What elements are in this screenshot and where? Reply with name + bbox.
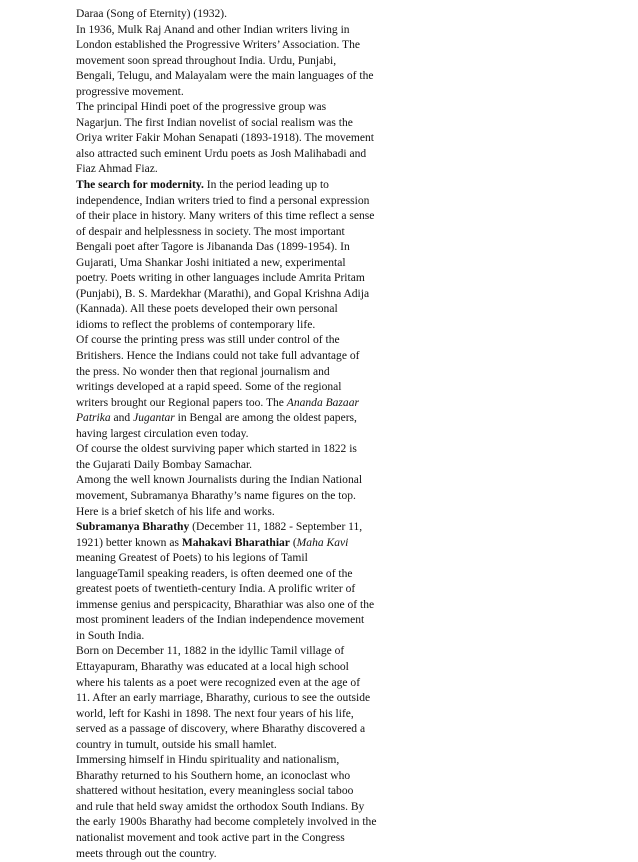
text-run: (December 11, 1882 - September 11, <box>189 521 363 534</box>
text-run: In 1936, Mulk Raj Anand and other Indian writers living in <box>76 23 350 36</box>
text-line <box>76 738 386 754</box>
text-run: the press. No wonder then that regional journalism and <box>76 365 330 378</box>
text-run: (Kannada). All these poets developed their own personal <box>76 303 338 316</box>
text-line <box>76 613 386 629</box>
text-run: most prominent leaders of the Indian independence movement <box>76 614 365 627</box>
text-run: Oriya writer Fakir Mohan Senapati (1893-1918). The movement <box>76 132 375 145</box>
text-run: movement, Subramanya Bharathy’s name figures on the top. <box>76 489 356 502</box>
text-line <box>76 567 386 583</box>
text-line <box>76 116 386 132</box>
text-run: in Bengal are among the oldest papers, <box>174 412 357 425</box>
bold-text: The search for modernity. <box>76 179 204 192</box>
text-line <box>76 162 386 178</box>
text-line <box>76 800 386 816</box>
text-line <box>76 442 386 458</box>
text-run: meets through out the country. <box>76 847 217 860</box>
text-line <box>76 676 386 692</box>
text-run: country in tumult, outside his small hamlet. <box>76 738 277 751</box>
text-run: and <box>110 412 134 425</box>
text-run: Of course the printing press was still under control of the <box>76 334 340 347</box>
text-run: The principal Hindi poet of the progressive group was <box>76 101 327 114</box>
text-line <box>76 131 386 147</box>
text-line <box>76 784 386 800</box>
text-line <box>76 38 386 54</box>
text-run: 1921) better known as <box>76 536 182 549</box>
text-run: nationalist movement and took active part in the Congress <box>76 831 345 844</box>
text-line <box>76 722 386 738</box>
text-run: Bharathy returned to his Southern home, an iconoclast who <box>76 769 351 782</box>
text-run: Here is a brief sketch of his life and works. <box>76 505 275 518</box>
text-line <box>76 240 386 256</box>
text-run: of their place in history. Many writers of this time reflect a sense <box>76 210 375 223</box>
text-line <box>76 302 386 318</box>
text-run: 11. After an early marriage, Bharathy, curious to see the outside <box>76 692 371 705</box>
text-run: Britishers. Hence the Indians could not take full advantage of <box>76 350 360 363</box>
text-run: the Gujarati Daily Bombay Samachar. <box>76 458 253 471</box>
text-line <box>76 536 386 552</box>
text-line <box>76 271 386 287</box>
text-run: in South India. <box>76 629 145 642</box>
text-run: shattered without hesitation, every meaningless social taboo <box>76 785 354 798</box>
text-line <box>76 333 386 349</box>
bold-text: Mahakavi Bharathiar <box>181 536 290 549</box>
text-line <box>76 582 386 598</box>
text-line <box>76 194 386 210</box>
text-line <box>76 209 386 225</box>
text-run: writers brought our Regional papers too. The <box>76 396 287 409</box>
italic-text: Ananda Bazaar <box>286 396 359 409</box>
text-line <box>76 349 386 365</box>
text-run: London established the Progressive Writers’ Association. The <box>76 39 360 52</box>
text-run: world, left for Kashi in 1898. The next four years of his life, <box>76 707 354 720</box>
text-line <box>76 769 386 785</box>
text-run: Born on December 11, 1882 in the idyllic Tamil village of <box>76 645 345 658</box>
text-run: writings developed at a rapid speed. Some of the regional <box>76 381 342 394</box>
text-line <box>76 318 386 334</box>
text-run: idioms to reflect the problems of contemporary life. <box>76 318 316 331</box>
text-run: Gujarati, Uma Shankar Joshi initiated a new, experimental <box>76 256 346 269</box>
text-line <box>76 147 386 163</box>
text-run: progressive movement. <box>76 85 184 98</box>
text-run: Bengali poet after Tagore is Jibananda Das (1899-1954). In <box>76 241 350 254</box>
text-run: Ettayapuram, Bharathy was educated at a local high school <box>76 660 349 673</box>
text-line <box>76 380 386 396</box>
text-line <box>76 847 386 862</box>
text-line <box>76 815 386 831</box>
text-run: also attracted such eminent Urdu poets as Josh Malihabadi and <box>76 147 367 160</box>
text-run: languageTamil speaking readers, is often deemed one of the <box>76 567 353 580</box>
text-run: Among the well known Journalists during the Indian National <box>76 474 363 487</box>
text-run: poetry. Poets writing in other languages include Amrita Pritam <box>76 272 365 285</box>
text-run: greatest poets of twentieth-century India. A prolific writer of <box>76 583 356 596</box>
text-line <box>76 551 386 567</box>
text-line <box>76 427 386 443</box>
text-line <box>76 505 386 521</box>
text-run: of despair and helplessness in society. The most important <box>76 225 345 238</box>
text-line <box>76 489 386 505</box>
text-run: Fiaz Ahmad Fiaz. <box>76 163 158 176</box>
text-line <box>76 629 386 645</box>
document-page <box>76 7 386 862</box>
text-run: Bengali, Telugu, and Malayalam were the main languages of the <box>76 70 374 83</box>
text-line <box>76 520 386 536</box>
text-run: Immersing himself in Hindu spirituality and nationalism, <box>76 754 340 767</box>
text-line <box>76 473 386 489</box>
text-line <box>76 396 386 412</box>
text-line <box>76 225 386 241</box>
text-line <box>76 644 386 660</box>
text-run: served as a passage of discovery, where Bharathy discovered a <box>76 723 366 736</box>
text-run: the early 1900s Bharathy had become completely involved in the <box>76 816 377 829</box>
text-line <box>76 365 386 381</box>
text-line <box>76 85 386 101</box>
text-run: having largest circulation even today. <box>76 427 249 440</box>
text-run: (Punjabi), B. S. Mardekhar (Marathi), and Gopal Krishna Adija <box>76 287 370 300</box>
text-line <box>76 707 386 723</box>
italic-text: Maha Kavi <box>296 536 349 549</box>
text-line <box>76 54 386 70</box>
text-line <box>76 100 386 116</box>
italic-text: Patrika <box>76 412 111 425</box>
text-run: meaning Greatest of Poets) to his legions of Tamil <box>76 552 308 565</box>
text-line <box>76 69 386 85</box>
text-line <box>76 7 386 23</box>
text-run: Of course the oldest surviving paper which started in 1822 is <box>76 443 357 456</box>
bold-text: Subramanya Bharathy <box>76 521 190 534</box>
text-line <box>76 598 386 614</box>
text-line <box>76 458 386 474</box>
italic-text: Jugantar <box>133 412 175 425</box>
text-run: ( <box>289 536 297 549</box>
text-line <box>76 256 386 272</box>
text-line <box>76 178 386 194</box>
text-run: independence, Indian writers tried to find a personal expression <box>76 194 370 207</box>
text-run: Daraa (Song of Eternity) (1932). <box>76 8 228 20</box>
text-line <box>76 753 386 769</box>
text-line <box>76 691 386 707</box>
text-run: where his talents as a poet were recognized even at the age of <box>76 676 361 689</box>
text-run: movement soon spread throughout India. Urdu, Punjabi, <box>76 54 337 67</box>
text-line <box>76 23 386 39</box>
text-run: and rule that held sway amidst the orthodox South Indians. By <box>76 800 365 813</box>
text-run: Nagarjun. The first Indian novelist of social realism was the <box>76 116 353 129</box>
text-line <box>76 287 386 303</box>
text-line <box>76 411 386 427</box>
text-run: immense genius and perspicacity, Bharathiar was also one of the <box>76 598 375 611</box>
text-line <box>76 831 386 847</box>
text-line <box>76 660 386 676</box>
text-run: In the period leading up to <box>203 179 329 192</box>
